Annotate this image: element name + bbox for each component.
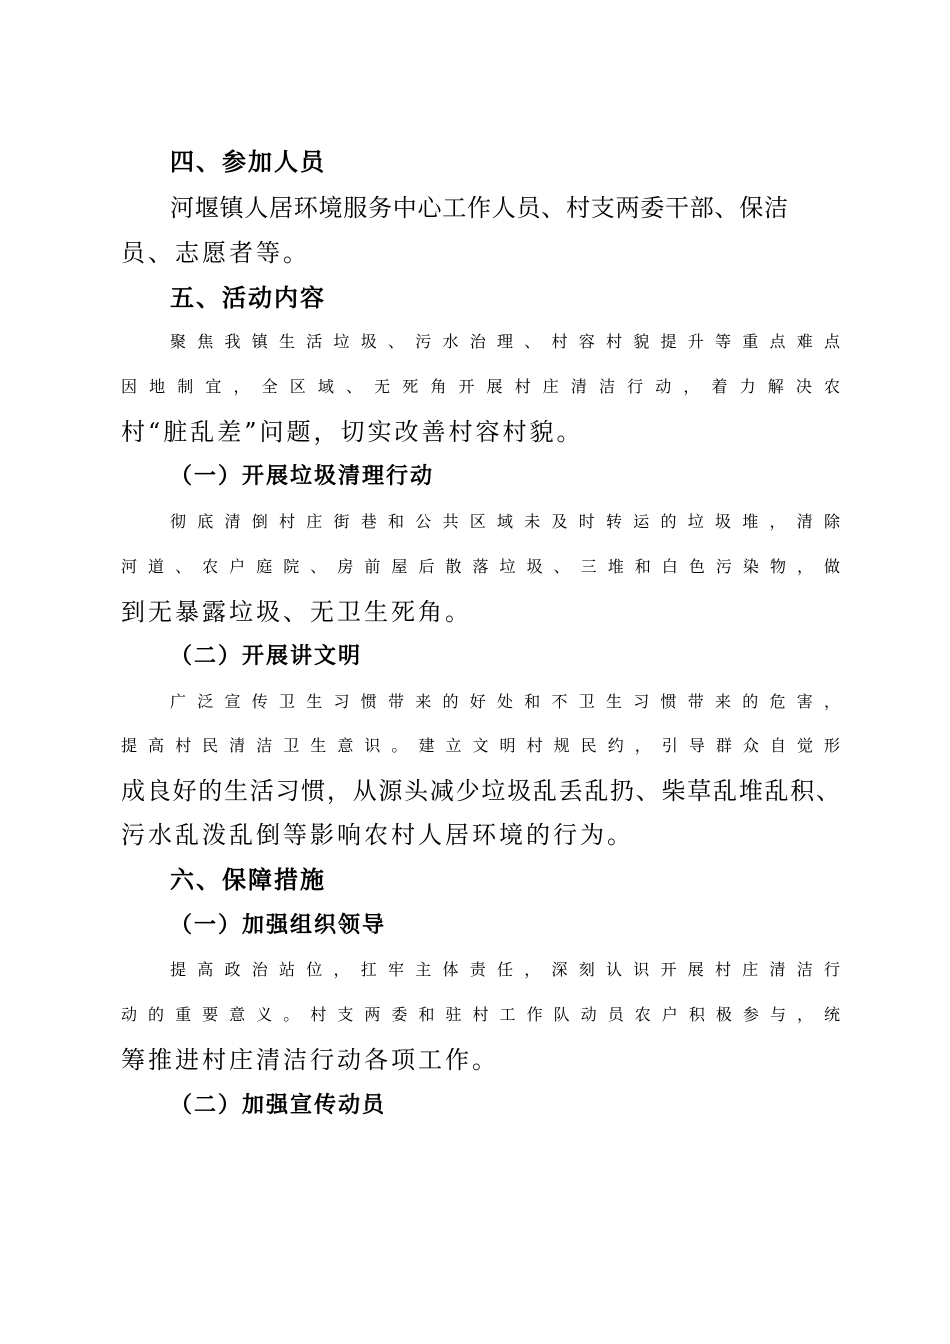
section-5-sub-2-heading: （二）开展讲文明 (170, 643, 363, 669)
section-6-sub-1-line-3: 筹推进村庄清洁行动各项工作。 (121, 1046, 499, 1074)
section-6-heading: 六、保障措施 (170, 866, 326, 894)
section-5-sub-1-line-1: 彻底清倒村庄街巷和公共区域未及时转运的垃圾堆，清除 (170, 512, 852, 531)
section-4-line-1: 河堰镇人居环境服务中心工作人员、村支两委干部、保洁 (170, 194, 789, 222)
section-4-heading: 四、参加人员 (170, 148, 326, 176)
section-6-sub-1-line-2: 动的重要意义。村支两委和驻村工作队动员农户积极参与，统 (121, 1005, 852, 1024)
section-5-sub-2-line-4: 污水乱泼乱倒等影响农村人居环境的行为。 (121, 821, 634, 849)
section-6-sub-1-line-1: 提高政治站位，扛牢主体责任，深刻认识开展村庄清洁行 (170, 960, 852, 979)
section-6-sub-2-heading: （二）加强宣传动员 (170, 1092, 387, 1118)
section-5-sub-1-line-3: 到无暴露垃圾、无卫生死角。 (121, 598, 472, 626)
section-5-sub-1-heading: （一）开展垃圾清理行动 (170, 463, 435, 489)
section-6-sub-1-heading: （一）加强组织领导 (170, 912, 387, 938)
section-5-sub-2-line-3: 成良好的生活习惯，从源头减少垃圾乱丢乱扔、柴草乱堆乱积、 (121, 777, 842, 805)
section-5-sub-2-line-1: 广泛宣传卫生习惯带来的好处和不卫生习惯带来的危害， (170, 692, 852, 711)
section-5-sub-2-line-2: 提高村民清洁卫生意识。建立文明村规民约，引导群众自觉形 (121, 736, 852, 755)
section-5-intro-line-3: 村“脏乱差”问题，切实改善村容村貌。 (121, 418, 584, 446)
section-5-sub-1-line-2: 河道、农户庭院、房前屋后散落垃圾、三堆和白色污染物，做 (121, 557, 852, 576)
section-5-heading: 五、活动内容 (170, 284, 326, 312)
section-5-intro-line-1: 聚焦我镇生活垃圾、污水治理、村容村貌提升等重点难点 (170, 332, 852, 351)
section-4-line-2: 员、志愿者等。 (121, 239, 310, 267)
section-5-intro-line-2: 因地制宜，全区域、无死角开展村庄清洁行动，着力解决农 (121, 377, 853, 396)
